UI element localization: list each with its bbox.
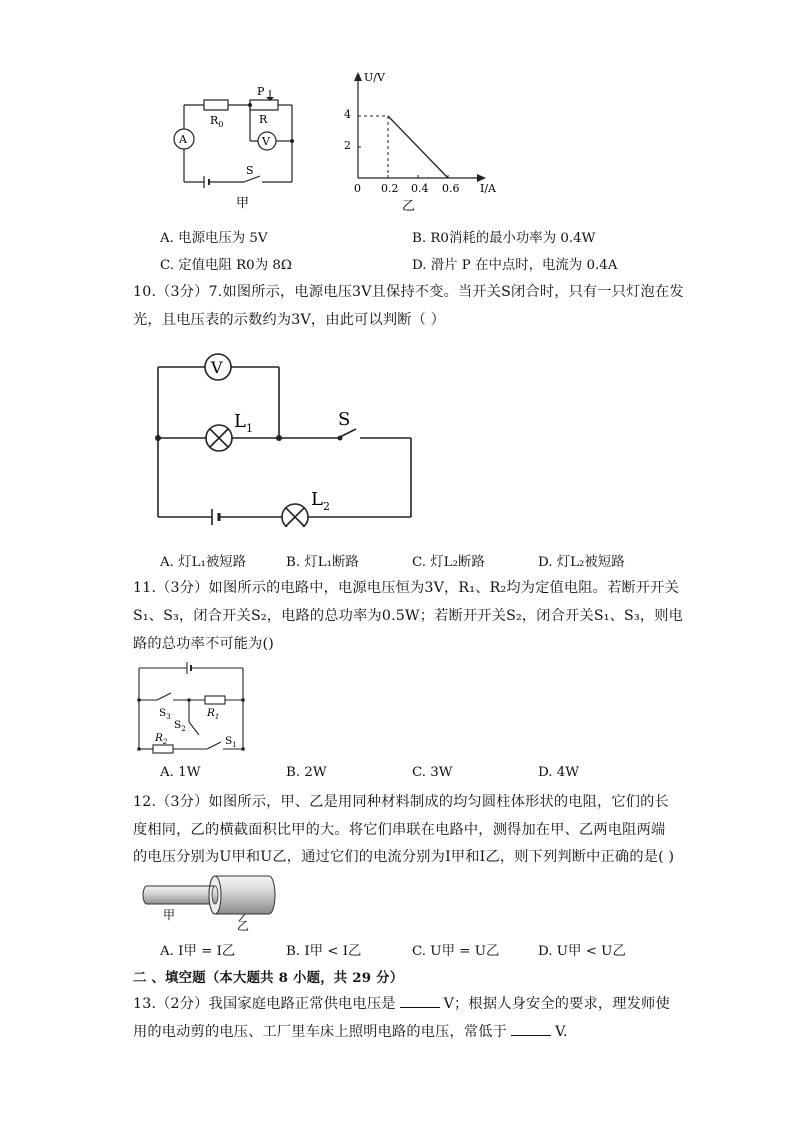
label-jia: 甲 bbox=[163, 908, 176, 922]
r-label: R bbox=[259, 113, 268, 126]
y-tick-label-2: 2 bbox=[344, 139, 351, 152]
q9-option-a[interactable]: A. 电源电压为 5V bbox=[160, 231, 268, 246]
q11-stem-line3: 路的总功率不可能为() bbox=[133, 636, 274, 652]
q13-blank-2[interactable] bbox=[511, 1023, 551, 1036]
label-yi: 乙 bbox=[237, 919, 250, 932]
x-tick-label-0.4: 0.4 bbox=[411, 182, 429, 195]
q12-option-a[interactable]: A. I甲 = I乙 bbox=[160, 944, 236, 959]
cylinders-q12 bbox=[135, 872, 285, 932]
q10-option-a[interactable]: A. 灯L₁被短路 bbox=[160, 555, 247, 570]
x-axis-arrow bbox=[477, 174, 486, 182]
y-axis-label: U/V bbox=[364, 71, 385, 84]
s2-label: $S_2$ bbox=[174, 719, 186, 733]
q13-line1 bbox=[133, 993, 670, 1013]
data-line bbox=[388, 116, 448, 178]
q13-text-a: 13.（2分）我国家庭电路正常供电电压是 bbox=[133, 996, 396, 1012]
q11-stem-line1: 11.（3分）如图所示的电路中，电源电压恒为3V，R₁、R₂均为定值电阻。若断开开关 bbox=[133, 580, 680, 596]
x-tick-label-0.2: 0.2 bbox=[381, 182, 399, 195]
q9-option-d[interactable]: D. 滑片 P 在中点时，电流为 0.4A bbox=[412, 258, 618, 273]
circuit-q10 bbox=[150, 347, 420, 527]
l1-label: $L_1$ bbox=[234, 411, 253, 435]
q11-stem-line2: S₁、S₃，闭合开关S₂，电路的总功率为0.5W；若断开开关S₂，闭合开关S₁、S₃，则电 bbox=[133, 608, 684, 624]
q10-option-b[interactable]: B. 灯L₁断路 bbox=[286, 555, 359, 570]
section-heading-fill-in: 二 、填空题（本大题共 8 小题，共 29 分） bbox=[133, 970, 404, 986]
y-tick-label-4: 4 bbox=[344, 108, 351, 121]
q12-stem-line3: 的电压分别为U甲和U乙，通过它们的电流分别为I甲和I乙，则下列判断中正确的是( ) bbox=[133, 849, 675, 865]
q12-stem-line2: 度相同，乙的横截面积比甲的大。将它们串联在电路中，测得加在甲、乙两电阻两端 bbox=[133, 822, 666, 838]
q10-option-d[interactable]: D. 灯L₂被短路 bbox=[538, 555, 625, 570]
circuit-fig9-jia bbox=[160, 82, 310, 212]
caption-yi: 乙 bbox=[402, 199, 416, 214]
q10-stem-line1: 10.（3分）7.如图所示，电源电压3V且保持不变。当开关S闭合时，只有一只灯泡在发 bbox=[133, 284, 684, 300]
r1-label: $R_1$ bbox=[207, 707, 220, 721]
q11-option-d[interactable]: D. 4W bbox=[538, 765, 580, 780]
q12-stem-line1: 12.（3分）如图所示，甲、乙是用同种材料制成的均匀圆柱体形状的电阻，它们的长 bbox=[133, 794, 669, 810]
q10-option-c[interactable]: C. 灯L₂断路 bbox=[412, 555, 485, 570]
q11-option-a[interactable]: A. 1W bbox=[160, 765, 201, 780]
caption-jia: 甲 bbox=[236, 196, 250, 211]
s1-label: $S_1$ bbox=[225, 735, 237, 749]
graph-fig9-yi bbox=[330, 68, 510, 214]
q13-line2 bbox=[133, 1021, 568, 1041]
q12-option-d[interactable]: D. U甲 < U乙 bbox=[538, 944, 626, 959]
r0-label: $R_0$ bbox=[210, 114, 224, 129]
circuit-q11 bbox=[135, 660, 255, 755]
q9-option-b[interactable]: B. R0消耗的最小功率为 0.4W bbox=[412, 231, 596, 246]
q13-text-c: 用的电动剪的电压、工厂里车床上照明电路的电压，常低于 bbox=[133, 1024, 508, 1040]
q11-option-c[interactable]: C. 3W bbox=[412, 765, 453, 780]
q9-option-c[interactable]: C. 定值电阻 R0为 8Ω bbox=[160, 258, 292, 273]
y-axis-arrow bbox=[354, 72, 362, 81]
x-axis-label: I/A bbox=[480, 182, 496, 195]
q12-option-c[interactable]: C. U甲 = U乙 bbox=[412, 944, 500, 959]
l2-label: $L_2$ bbox=[311, 489, 330, 513]
q10-stem-line2: 光，且电压表的示数约为3V，由此可以判断（ ） bbox=[133, 312, 446, 328]
q11-option-b[interactable]: B. 2W bbox=[286, 765, 327, 780]
r2-label: $R_2$ bbox=[155, 732, 168, 746]
q13-blank-1[interactable] bbox=[400, 995, 440, 1008]
q13-text-d: V. bbox=[555, 1024, 568, 1040]
s3-label: $S_3$ bbox=[159, 707, 171, 721]
x-tick-label-0.6: 0.6 bbox=[442, 182, 460, 195]
p-label: P bbox=[257, 85, 265, 98]
q13-text-b: V；根据人身安全的要求，理发师使 bbox=[443, 996, 670, 1012]
voltmeter-label: V bbox=[211, 358, 223, 377]
ammeter-label: A bbox=[179, 133, 187, 146]
origin-label: 0 bbox=[354, 182, 361, 195]
switch-label: S bbox=[338, 409, 351, 430]
switch-label: S bbox=[246, 164, 254, 177]
q12-option-b[interactable]: B. I甲 < I乙 bbox=[286, 944, 362, 959]
voltmeter-label: V bbox=[262, 135, 270, 148]
